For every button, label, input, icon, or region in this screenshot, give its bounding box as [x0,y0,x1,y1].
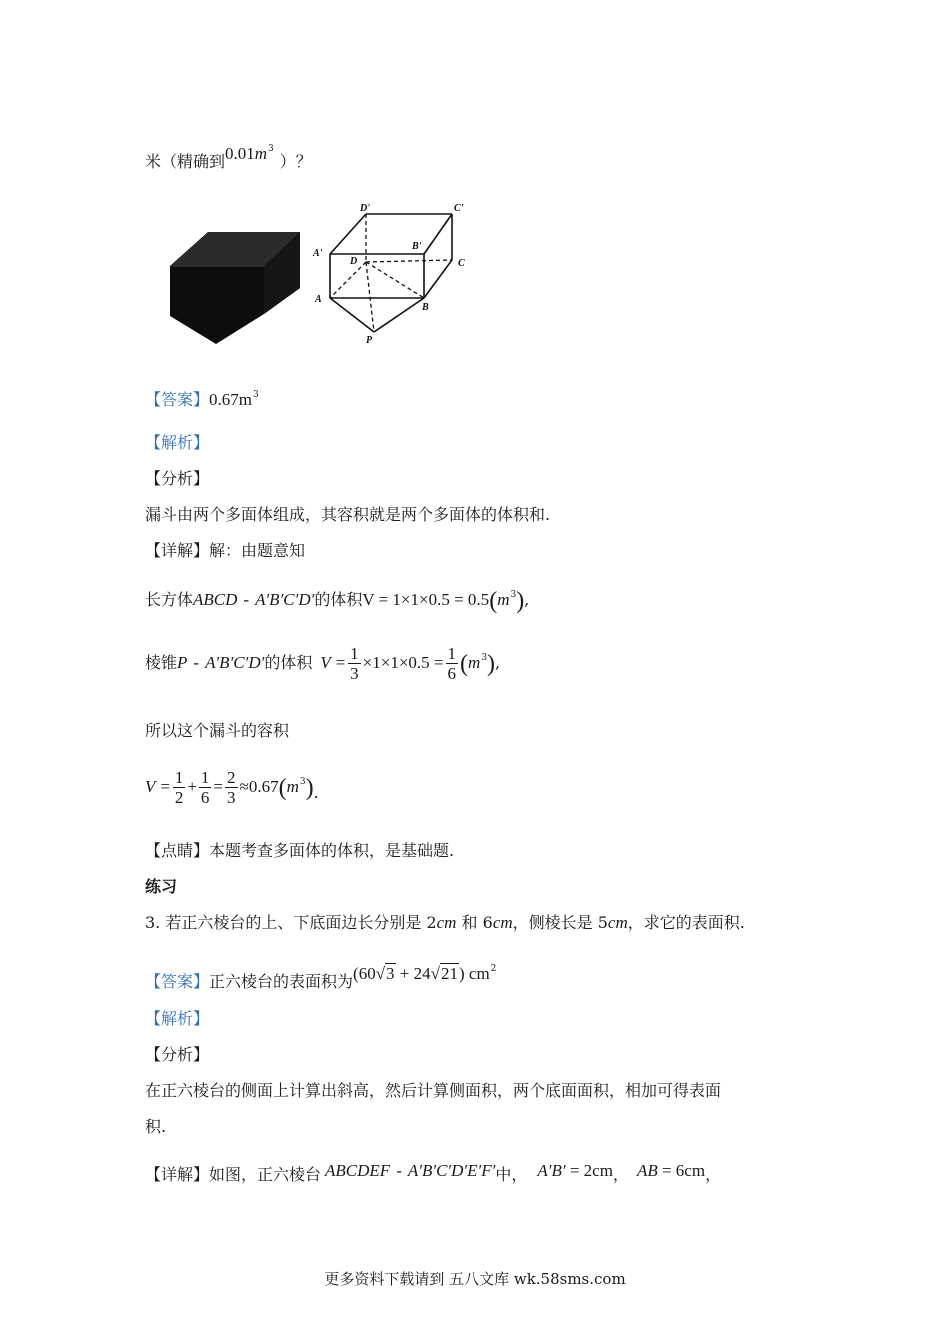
q3-answer-text: 正六棱台的表面积为 [209,972,354,991]
q3-detail-end: ， [705,1165,722,1184]
q3-detail-name: ABCDEF [325,1161,391,1180]
pyr-result-fraction: $\frac{1}{6}$ [447,644,457,683]
q3-question-a: 3. 若正六棱台的上、下底面边长分别是 2 [145,913,437,932]
label-A-prime: A' [313,248,323,259]
pyr-unit-exp: 3 [481,653,488,663]
sum-end: . [313,783,319,802]
box-dash: - [243,590,250,609]
q3-detail-text: 如图，正六棱台 [209,1165,322,1184]
q2-box-volume-line: 长方体ABCD - A′B′C′D′的体积$V = 1\times 1\times 0.5 = 0.5(m^3)$, [145,588,530,614]
intro-exp: 3 [268,144,274,154]
pyr-label: 棱锥 [145,653,178,672]
q2-analysis-tag: 【解析】 [145,433,210,452]
box-mid: 的体积 [314,590,363,609]
q3-analysis-tag: 【解析】 [145,1009,210,1028]
q3-detail-dash: - [396,1161,402,1180]
q3-unit-cm-3: cm [607,913,628,932]
q2-detail-line [145,540,305,562]
sum-approx: ≈0.67 [239,777,279,796]
q3-question-b: 和 6 [456,913,493,932]
q2-sum-expression: V = $\frac{1}{2}$ + $\frac{1}{6}$ = $\frac{2}{3}$ $\approx 0.67(m^3)$. [145,768,319,807]
q2-dianjing-text: 本题考查多面体的体积，是基础题. [209,841,455,860]
q3-detail-ab-prime: A′B′ [537,1161,566,1180]
sum-fraction-a: $\frac{1}{2}$ [174,768,184,807]
box-unit-exp: 3 [510,590,517,600]
sum-eq: = [213,777,223,796]
label-D: D [350,256,358,267]
sum-plus: + [187,777,197,796]
q3-answer-root-2: 21 [440,964,458,983]
q3-detail-tag: 【详解】 [145,1165,210,1184]
label-D-prime: D' [360,203,370,214]
q3-detail-prime: A′B′C′D′E′F′ [407,1161,496,1180]
intro-tail: ）？ [279,152,312,171]
box-label: 长方体 [145,590,194,609]
intro-line [145,138,312,173]
label-C-prime: C' [454,203,464,214]
q3-detail-mid: 中， [495,1165,528,1184]
q3-question-c: ，侧棱长是 5 [512,913,608,932]
q2-pyramid-volume-line: 棱锥P - A′B′C′D′的体积 V = $\frac{1}{3}$ ×1×1×0.5 = $\frac{1}{6}$ $(m^3)$, [145,644,501,683]
q3-detail-eq2: = 6cm [657,1161,706,1180]
q2-answer-value: 0.67m [209,390,252,409]
q3-unit-cm-1: cm [436,913,457,932]
q3-question [145,912,745,934]
box-unit: m [497,590,510,609]
q3-detail-ab: AB [636,1161,658,1180]
pyr-unit: m [468,653,481,672]
q3-answer-exp: 2 [490,964,497,974]
intro-value: 0.01 [225,144,255,163]
sum-V: V = [145,777,171,796]
q2-dianjing-line [145,840,454,862]
box-name: ABCD [193,590,238,609]
q2-answer-line [145,384,259,411]
pyr-name: P [177,653,188,672]
q2-answer-tag: 【答案】 [145,390,210,409]
q3-detail-eq1: = 2cm [565,1161,613,1180]
funnel-solid-image [168,228,302,346]
box-end: , [524,590,530,609]
page-footer: 更多资料下载请到 五八文库 wk.58sms.com [324,1270,626,1288]
q3-fenxi-text-1: 在正六棱台的侧面上计算出斜高，然后计算侧面积，两个底面面积，相加可得表面 [145,1081,722,1100]
q3-fenxi-tag: 【分析】 [145,1045,210,1064]
q2-fenxi-tag: 【分析】 [145,469,210,488]
box-expr: V = 1×1×0.5 = 0.5 [362,590,490,609]
funnel-geometry-diagram [312,198,474,348]
pyr-mid: 的体积 [264,653,313,672]
pyr-expr: ×1×1×0.5 = [362,653,444,672]
intro-unit: m [254,144,268,163]
q3-answer-root-1: 3 [386,964,395,983]
q3-fenxi-text-2: 积. [145,1117,167,1136]
pyr-dash: - [193,653,200,672]
pyr-end: , [495,653,501,672]
box-prime: A′B′C′D′ [255,590,315,609]
label-A: A [315,294,322,305]
intro-text: 米（精确到 [145,152,226,171]
q3-answer-b: + 24 [395,964,431,983]
q3-answer-c: ) cm [458,964,490,983]
sum-fraction-c: $\frac{2}{3}$ [227,768,236,807]
q2-answer-exp: 3 [253,390,259,400]
q3-detail-line [145,1160,721,1186]
q2-detail-text: 解：由题意知 [209,541,306,560]
practice-heading: 练习 [145,877,178,896]
q3-answer-tag: 【答案】 [145,972,210,991]
label-B-prime: B' [412,241,422,252]
q3-answer-line: 【答案】正六棱台的表面积为(60√3 + 24√21) $cm^2$ [145,964,497,991]
q2-fenxi-text: 漏斗由两个多面体组成，其容积就是两个多面体的体积和. [145,505,551,524]
sum-unit: m [286,777,299,796]
q2-dianjing-tag: 【点睛】 [145,841,210,860]
q3-unit-cm-2: cm [492,913,513,932]
sum-unit-exp: 3 [299,777,306,787]
q3-question-d: ，求它的表面积. [627,913,745,932]
label-C: C [458,258,465,269]
q2-sum-text: 所以这个漏斗的容积 [145,721,290,740]
q3-detail-sep: ， [612,1165,629,1184]
sum-fraction-b: $\frac{1}{6}$ [200,768,210,807]
pyr-fraction: $\frac{1}{3}$ [350,644,359,683]
pyr-V: V = [320,653,347,672]
label-B: B [422,302,429,313]
pyr-prime: A′B′C′D′ [205,653,265,672]
q2-detail-tag: 【详解】 [145,541,210,560]
q3-answer-a: (60 [353,964,376,983]
label-P: P [366,335,373,346]
